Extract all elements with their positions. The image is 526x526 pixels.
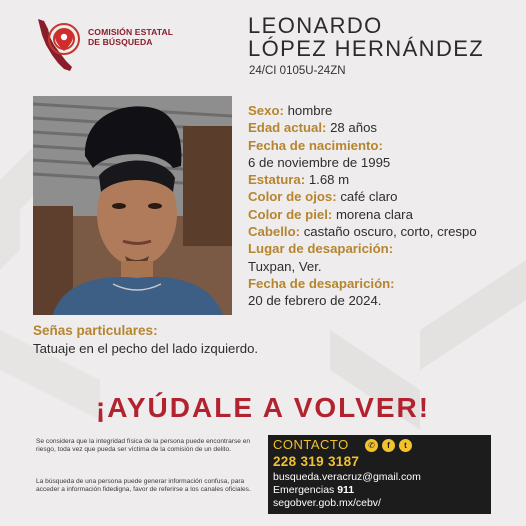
org-name-line1: COMISIÓN ESTATAL (88, 27, 174, 37)
distinguishing-marks-value: Tatuaje en el pecho del lado izquierdo. (33, 341, 259, 356)
emergency-label: Emergencias (273, 484, 335, 496)
contact-phone[interactable]: 228 319 3187 (273, 454, 360, 469)
detail-label: Lugar de desaparición: (248, 241, 394, 257)
detail-row (248, 292, 477, 309)
detail-row (248, 171, 477, 188)
risk-note: Se considera que la integridad física de la persona puede encontrarse en riesgo, toda vez que pueda ser víctima de la comisión de un delito. (36, 438, 251, 454)
detail-label: Fecha de desaparición: (248, 275, 395, 291)
detail-label: Estatura: (248, 172, 306, 188)
person-first-name: LEONARDO (248, 13, 383, 38)
contact-email[interactable]: busqueda.veracruz@gmail.com (273, 471, 421, 483)
detail-label: Color de piel: (248, 206, 333, 222)
detail-value: 6 de noviembre de 1995 (248, 154, 391, 170)
detail-value: Tuxpan, Ver. (248, 258, 322, 274)
detail-value: 1.68 m (308, 172, 350, 188)
veracruz-map-pin-icon (36, 17, 88, 73)
facebook-icon: f (382, 439, 395, 452)
detail-label: Color de ojos: (248, 189, 337, 205)
detail-value: 28 años (330, 120, 378, 136)
detail-row (248, 258, 477, 275)
detail-value: café claro (340, 189, 398, 205)
detail-row (248, 206, 477, 223)
emergency-line (273, 484, 354, 496)
detail-value: 20 de febrero de 2024. (248, 293, 382, 309)
detail-value: castaño oscuro, corto, crespo (303, 224, 477, 240)
person-photo (33, 96, 232, 315)
emergency-number[interactable]: 911 (337, 484, 355, 496)
person-last-name: LÓPEZ HERNÁNDEZ (248, 36, 485, 61)
contact-icons (365, 439, 412, 452)
distinguishing-marks-label: Señas particulares: (33, 323, 158, 338)
contact-box (268, 435, 491, 514)
person-name (248, 14, 484, 60)
detail-value: morena clara (335, 206, 413, 222)
help-banner: ¡AYÚDALE A VOLVER! (95, 392, 431, 423)
detail-row (248, 188, 477, 205)
person-details (248, 102, 477, 310)
detail-row (248, 223, 477, 240)
detail-label: Fecha de nacimiento: (248, 137, 383, 153)
detail-label: Cabello: (248, 224, 301, 240)
phone-icon: ✆ (365, 439, 378, 452)
detail-row (248, 275, 477, 292)
contact-website[interactable]: segobver.gob.mx/cebv/ (273, 497, 381, 509)
detail-row (248, 240, 477, 257)
twitter-icon: t (399, 439, 412, 452)
case-folio: 24/CI 0105U-24ZN (249, 65, 346, 77)
detail-label: Sexo: (248, 103, 284, 118)
detail-value: hombre (287, 103, 333, 118)
detail-row (248, 154, 477, 171)
org-name (88, 27, 173, 47)
org-name-line2: DE BÚSQUEDA (88, 37, 153, 47)
detail-row (248, 119, 477, 136)
official-channels-note: La búsqueda de una persona puede generar información confusa, para acceder a información fidedigna, favor de referirse a los canales oficiales. (36, 478, 251, 494)
detail-label: Edad actual: (248, 120, 327, 136)
org-logo (36, 17, 196, 73)
contact-title: CONTACTO (273, 437, 349, 452)
detail-row (248, 137, 477, 154)
detail-row (248, 102, 477, 119)
